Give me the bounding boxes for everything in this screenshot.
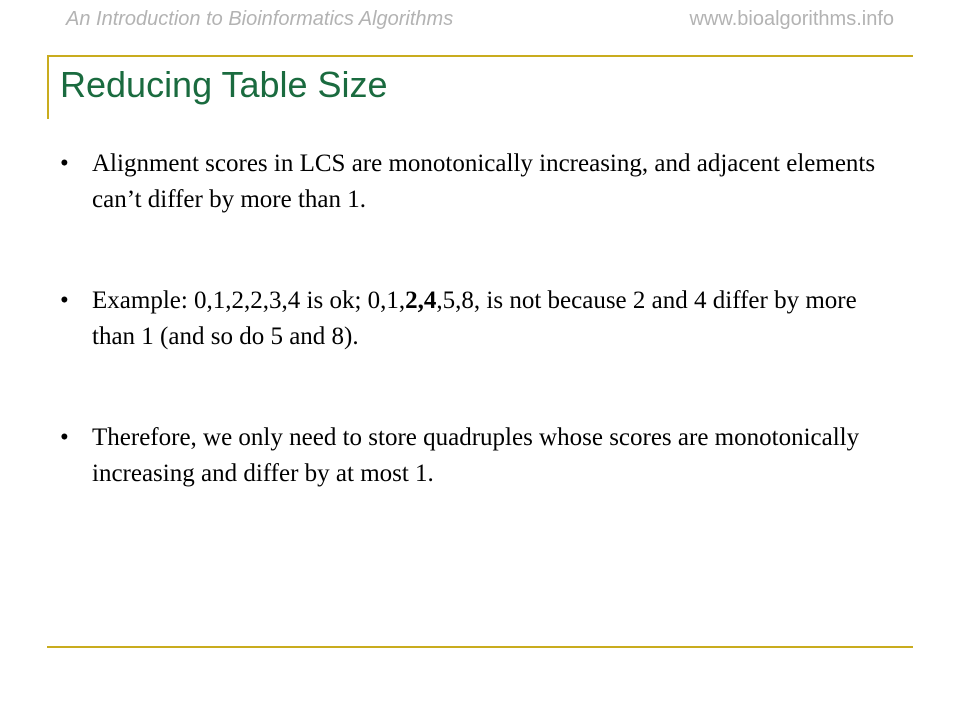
bullet-item-example <box>60 283 900 355</box>
bullet-text-part1: Example: 0,1,2,2,3,4 is ok; 0,1, <box>92 287 406 314</box>
title-left-rule <box>47 57 49 119</box>
bullet-item-monotonic <box>60 146 900 218</box>
bullet-text-bold: 2,4 <box>405 287 437 314</box>
bullet-text: Alignment scores in LCS are monotonically increasing, and adjacent elements can’t differ by more than 1. <box>92 150 876 213</box>
title-top-rule <box>47 55 913 57</box>
bullet-text: Therefore, we only need to store quadruples whose scores are monotonically increasing and differ by at most 1. <box>92 424 860 487</box>
bullet-text-part2: ,5,8, is not because 2 and 4 differ by more than 1 (and so do 5 and 8). <box>92 287 857 350</box>
header-website: www.bioalgorithms.info <box>689 8 894 30</box>
footer-rule <box>47 646 913 648</box>
bullet-dot: • <box>60 287 69 314</box>
bullet-dot: • <box>60 424 69 451</box>
bullet-item-conclusion <box>60 420 900 492</box>
header-course-title: An Introduction to Bioinformatics Algorithms <box>66 8 454 30</box>
bullet-dot: • <box>60 150 69 177</box>
bullet-list <box>60 146 900 557</box>
slide-title: Reducing Table Size <box>60 64 388 105</box>
